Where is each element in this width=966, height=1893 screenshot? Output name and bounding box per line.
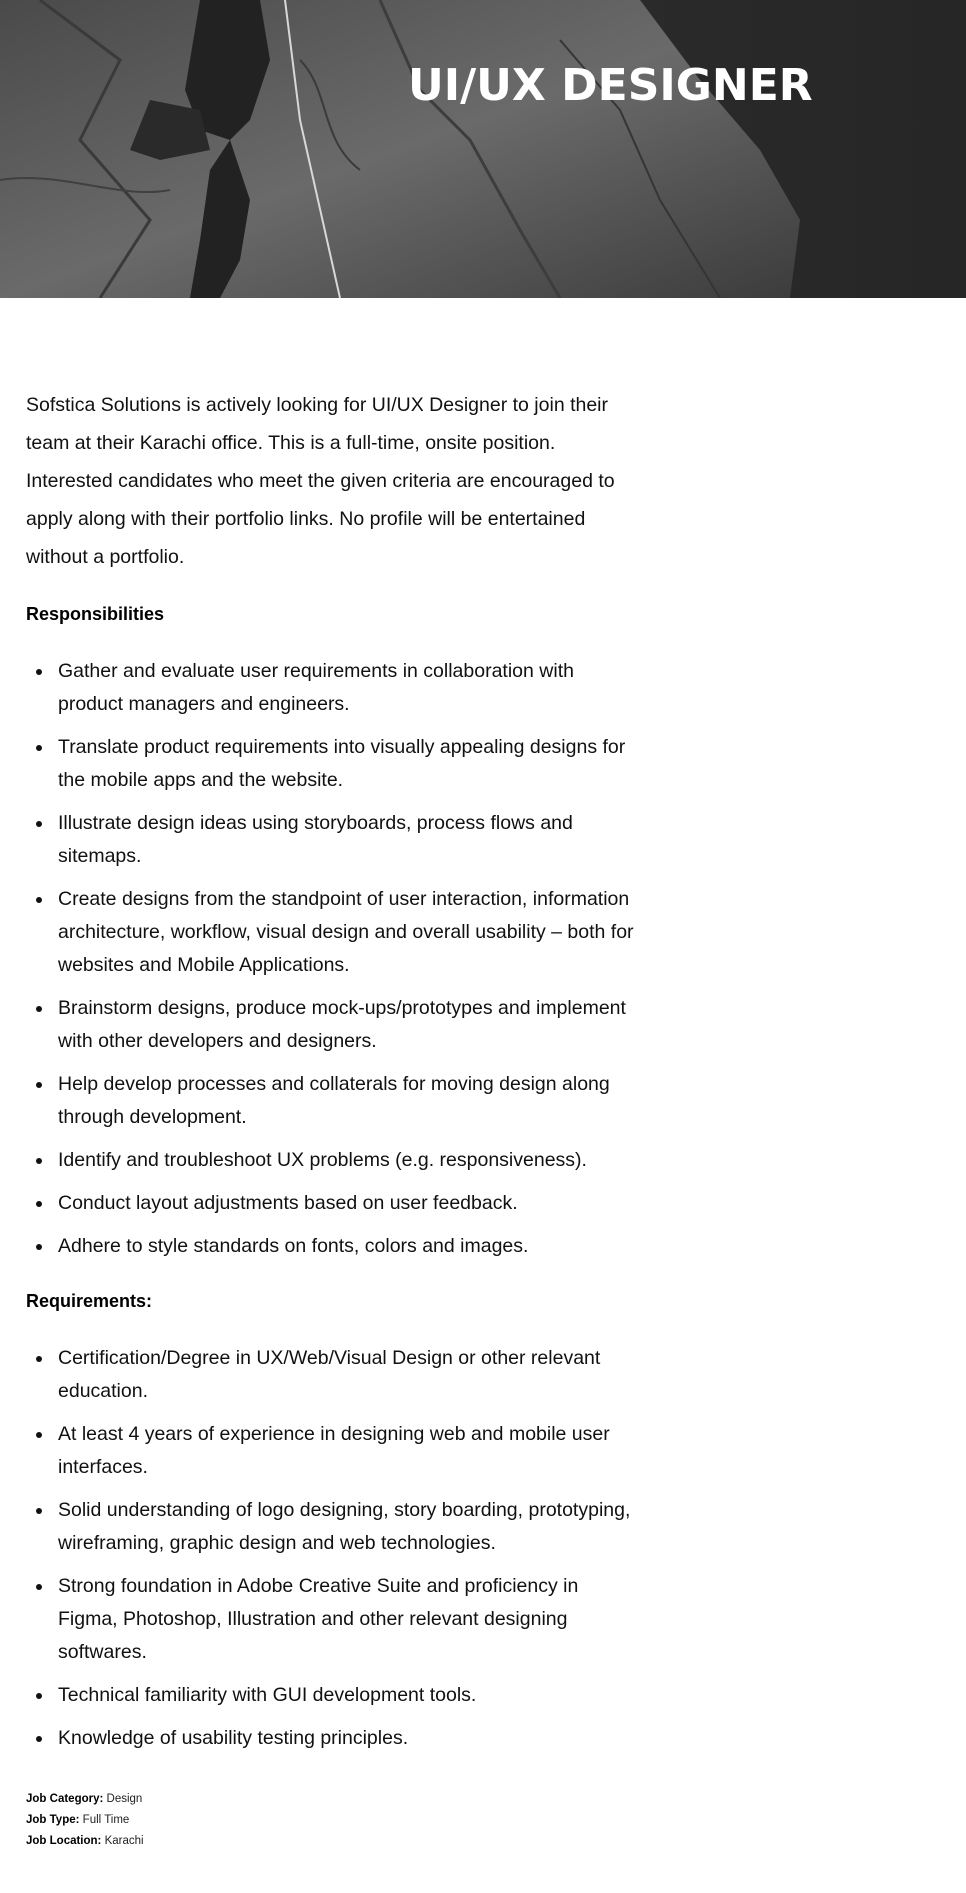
job-meta	[26, 1789, 636, 1852]
job-description	[26, 386, 636, 1852]
intro-paragraph: Sofstica Solutions is actively looking for UI/UX Designer to join their team at their Karachi office. This is a full-time, onsite position. Interested candidates who meet the given criteria are encouraged to apply along with their portfolio links. No profile will be entertained without a portfolio.	[26, 394, 615, 568]
list-item: Certification/Degree in UX/Web/Visual Design or other relevant education.	[26, 1342, 636, 1408]
responsibilities-list	[26, 655, 636, 1263]
job-location	[26, 1831, 636, 1852]
page-title: UI/UX DESIGNER	[408, 60, 813, 111]
requirements-list	[26, 1342, 636, 1755]
list-item: Strong foundation in Adobe Creative Suite and proficiency in Figma, Photoshop, Illustration and other relevant designing softwares.	[26, 1570, 636, 1669]
job-category	[26, 1789, 636, 1810]
list-item: Gather and evaluate user requirements in collaboration with product managers and engineers.	[26, 655, 636, 721]
responsibilities-heading: Responsibilities	[26, 604, 165, 624]
list-item: Technical familiarity with GUI development tools.	[26, 1679, 636, 1712]
list-item: Solid understanding of logo designing, story boarding, prototyping, wireframing, graphic design and web technologies.	[26, 1494, 636, 1560]
list-item: Illustrate design ideas using storyboards, process flows and sitemaps.	[26, 807, 636, 873]
list-item: Knowledge of usability testing principles.	[26, 1722, 636, 1755]
list-item: Help develop processes and collaterals for moving design along through development.	[26, 1068, 636, 1134]
job-category-label: Job Category:	[26, 1793, 104, 1805]
job-category-value: Design	[106, 1793, 143, 1805]
list-item: At least 4 years of experience in designing web and mobile user interfaces.	[26, 1418, 636, 1484]
list-item: Conduct layout adjustments based on user feedback.	[26, 1187, 636, 1220]
list-item: Adhere to style standards on fonts, colors and images.	[26, 1230, 636, 1263]
list-item: Identify and troubleshoot UX problems (e.g. responsiveness).	[26, 1144, 636, 1177]
list-item: Create designs from the standpoint of user interaction, information architecture, workflow, visual design and overall usability – both for websites and Mobile Applications.	[26, 883, 636, 982]
job-type-label: Job Type:	[26, 1814, 80, 1826]
list-item: Brainstorm designs, produce mock-ups/prototypes and implement with other developers and designers.	[26, 992, 636, 1058]
job-location-value: Karachi	[104, 1835, 144, 1847]
job-type-value: Full Time	[82, 1814, 130, 1826]
job-type	[26, 1810, 636, 1831]
rock-climber-hero-image	[0, 0, 966, 298]
job-location-label: Job Location:	[26, 1835, 102, 1847]
list-item: Translate product requirements into visually appealing designs for the mobile apps and the website.	[26, 731, 636, 797]
requirements-heading: Requirements:	[26, 1291, 153, 1311]
hero-banner	[0, 0, 966, 298]
